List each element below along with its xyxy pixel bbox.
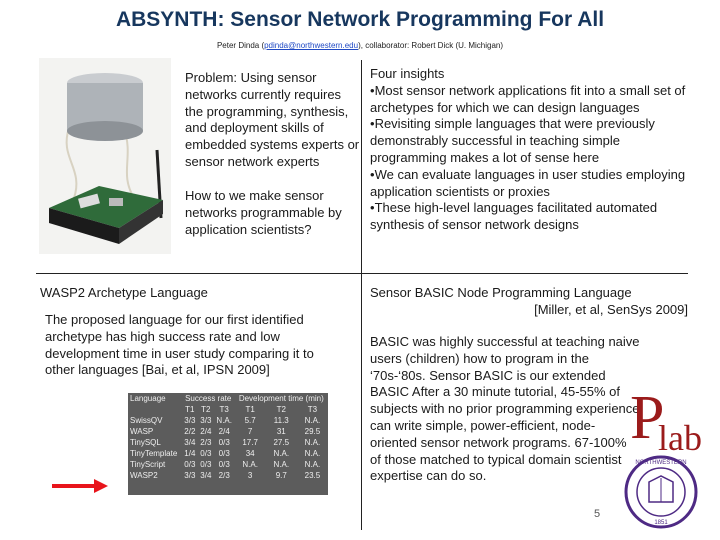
table-row: WASP2 3/3 3/4 2/3 3 9.7 23.5 [130, 471, 321, 480]
byline-prefix: Peter Dinda ( [216, 41, 265, 50]
insight-item: •We can evaluate languages in user studies employing application scientists or proxies [370, 166, 686, 199]
wasp-description: The proposed language for our first identified archetype has high success rate and low development time in user study comparing it to other languages [Bai, et al, IPSN 2009] [45, 312, 314, 378]
page-number: 5 [594, 508, 601, 520]
red-arrow-icon [50, 479, 110, 498]
table-row: TinyTemplate 1/4 0/3 0/3 34 N.A. N.A. [130, 449, 321, 458]
research-question: How to we make sensor networks programmable by application scientists? [185, 188, 342, 237]
table-row: SwissQV 3/3 3/3 N.A. 5.7 11.3 N.A. [130, 416, 321, 425]
header-language: Language [130, 394, 166, 403]
insight-item: •Most sensor network applications fit into a small set of archetypes for which we can design languages [370, 82, 686, 115]
sensor-mote-photo [39, 58, 171, 254]
horizontal-divider [36, 273, 688, 274]
vertical-divider [361, 60, 362, 530]
header-development-time: Development time (min) [238, 394, 324, 403]
insight-item: •Revisiting simple languages that were previously demonstrably successful in teaching simple programming makes a lot of sense here [370, 116, 655, 165]
table-subheader-row: T1 T2 T3 T1 T2 T3 [185, 405, 318, 414]
byline-suffix: ), collaborator: Robert Dick (U. Michigan) [358, 41, 504, 50]
user-study-table [128, 393, 328, 495]
svg-text:lab: lab [658, 418, 702, 458]
byline [0, 41, 720, 50]
svg-text:P: P [630, 384, 665, 452]
insights-block [370, 66, 692, 234]
plab-logo [616, 380, 716, 530]
slide-title: ABSYNTH: Sensor Network Programming For All [115, 8, 605, 31]
insights-heading: Four insights [370, 66, 445, 81]
header-success-rate: Success rate [185, 394, 232, 403]
table-row: WASP 2/2 2/4 2/4 7 31 29.5 [130, 427, 321, 436]
wasp-heading: WASP2 Archetype Language [40, 285, 208, 300]
table-header-row [128, 393, 328, 404]
table-row: TinySQL 3/4 2/3 0/3 17.7 27.5 N.A. [130, 438, 321, 447]
svg-text:1851: 1851 [654, 520, 668, 526]
table-row: TinyScript 0/3 0/3 0/3 N.A. N.A. N.A. [130, 460, 321, 469]
sensor-basic-heading: Sensor BASIC Node Programming Language [370, 285, 632, 300]
sensor-basic-description: BASIC was highly successful at teaching naive users (children) how to program in the ‘70s-‘80s. Sensor BASIC is our extended BASIC After a 30 minute tutorial, 45-55% of subjects with no prior programming experience can write simple, power-efficient, node-oriented sensor network programs. 67-100% of those matched to typical domain scientist expertise can do so. [370, 334, 640, 484]
sensor-basic-citation: [Miller, et al, SenSys 2009] [534, 302, 688, 317]
problem-statement: Problem: Using sensor networks currently requires the programming, synthesis, and deployment skills of embedded systems experts or sensor network experts [185, 70, 360, 169]
insight-item: •These high-level languages facilitated automated synthesis of sensor network designs [370, 200, 658, 233]
email-link[interactable]: pdinda@northwestern.edu [264, 41, 359, 50]
seal-text: NORTHWESTERN [635, 460, 687, 466]
